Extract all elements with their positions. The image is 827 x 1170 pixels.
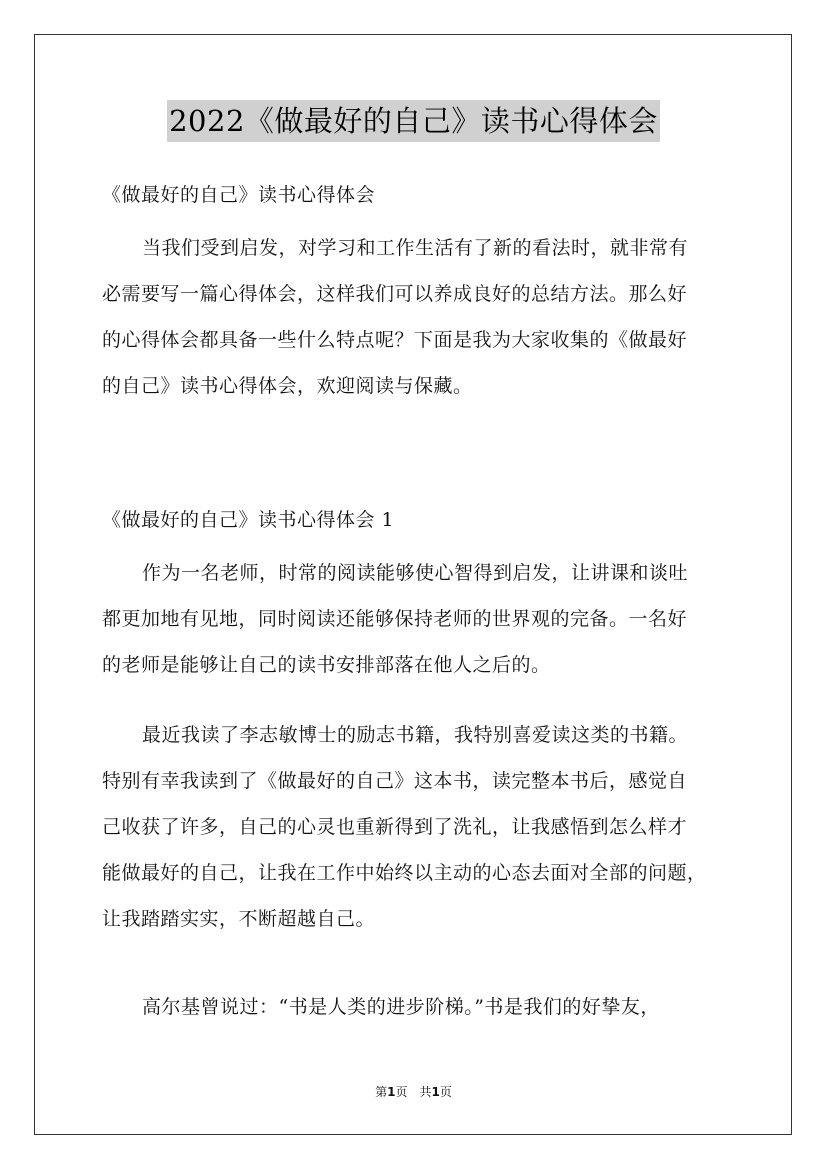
section-heading: 《做最好的自己》读书心得体会 1 [102, 509, 395, 531]
intro-paragraph [102, 225, 736, 409]
paragraph-line: 的心得体会都具备一些什么特点呢？下面是我为大家收集的《做最好 [102, 329, 688, 351]
paragraph-1 [102, 550, 736, 688]
paragraph-line: 必需要写一篇心得体会，这样我们可以养成良好的总结方法。那么好 [102, 283, 688, 305]
paragraph-line: 的老师是能够让自己的读书安排部落在他人之后的。 [102, 654, 551, 676]
page-suffix: 页 [439, 1085, 452, 1099]
paragraph-line: 的自己》读书心得体会，欢迎阅读与保藏。 [102, 375, 473, 397]
paragraph-line: 最近我读了李志敏博士的励志书籍，我特别喜爱读这类的书籍。 [142, 724, 689, 746]
page-footer [0, 1083, 827, 1100]
paragraph-line: 都更加地有见地，同时阅读还能够保持老师的世界观的完备。一名好 [102, 608, 688, 630]
document-title: 2022《做最好的自己》读书心得体会 [167, 100, 660, 142]
subtitle: 《做最好的自己》读书心得体会 [102, 184, 376, 206]
page-total-number: 1 [431, 1085, 440, 1099]
paragraph-line: 高尔基曾说过：“书是人类的进步阶梯。”书是我们的好挚友， [142, 996, 660, 1018]
page-mid: 页 共 [395, 1085, 432, 1099]
paragraph-line: 能做最好的自己，让我在工作中始终以主动的心态去面对全部的问题， [102, 862, 707, 884]
page-prefix: 第 [375, 1085, 388, 1099]
title-container [0, 100, 827, 142]
paragraph-line: 特别有幸我读到了《做最好的自己》这本书，读完整本书后，感觉自 [102, 770, 688, 792]
paragraph-3 [102, 984, 736, 1030]
paragraph-line: 己收获了许多，自己的心灵也重新得到了洗礼，让我感悟到怎么样才 [102, 816, 688, 838]
section-heading-block [102, 497, 736, 543]
paragraph-line: 当我们受到启发，对学习和工作生活有了新的看法时，就非常有 [142, 237, 689, 259]
paragraph-line: 让我踏踏实实，不断超越自己。 [102, 908, 376, 930]
paragraph-2 [102, 712, 736, 942]
paragraph-line: 作为一名老师，时常的阅读能够使心智得到启发，让讲课和谈吐 [142, 562, 689, 584]
page-current-number: 1 [387, 1085, 396, 1099]
subtitle-block [102, 172, 736, 218]
